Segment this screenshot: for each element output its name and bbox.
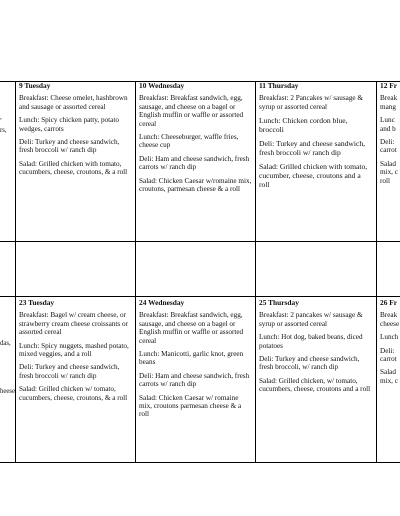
lunch-item: Lunch: Manicotti, garlic knot, green beans: [139, 350, 244, 367]
day-heading: 23 Tuesday: [19, 299, 55, 307]
deli-item: Deli: Turkey and cheese sandwich, fresh broccoli w/ ranch dip: [19, 138, 120, 155]
day-heading: 25 Thursday: [259, 299, 299, 307]
column-divider: [15, 82, 16, 462]
lunch-item: Lunch: Chicken cordon blue, broccoli: [259, 116, 348, 135]
breakfast-item: Breakfast: Bagel w/ cream cheese, or strawberry cream cheese croissants or assorted cereal: [19, 311, 128, 337]
day-heading: 11 Thursday: [259, 82, 299, 90]
week1-tuesday-cell: [19, 82, 132, 240]
week2-tuesday-cell: [19, 299, 132, 459]
lunch-item: Lunch: Hot dog, baked beans, diced potatoes: [259, 333, 363, 350]
week2-monday-fragment: heese: [0, 388, 15, 396]
week2-monday-fragment: das,: [0, 340, 11, 347]
week2-top-rule: [0, 296, 400, 297]
day-heading: 26 Fr: [380, 299, 398, 307]
week1-bottom-rule: [0, 241, 400, 242]
deli-item: Deli: Turkey and cheese sandwich, fresh broccoli w/ ranch dip: [259, 139, 366, 158]
week1-monday-fragment: rs,: [0, 127, 7, 135]
salad-item: Salad mix, c roll: [380, 159, 398, 185]
breakfast-item: Break mang: [380, 94, 398, 111]
breakfast-item: Breakfast: 2 Pancakes w/ sausage & syrup or assorted cereal: [259, 94, 363, 111]
lunch-item: Lunch: [380, 333, 399, 342]
breakfast-item: Breakfast: Breakfast sandwich, egg, sausage, and cheese on a bagel or English muffin or waffle or assorted cereal: [139, 311, 244, 345]
week1-monday-fragment: ,: [0, 114, 2, 121]
salad-item: Salad mix, c: [380, 368, 398, 385]
salad-item: Salad: Chicken Caesar w/ romaine mix, croutons parmesan cheese & a roll: [139, 393, 242, 419]
lunch-item: Lunc and b: [380, 116, 396, 133]
week1-wednesday-cell: [139, 82, 252, 240]
day-heading: 24 Wednesday: [139, 299, 185, 307]
week1-thursday-cell: [259, 82, 373, 240]
salad-item: Salad: Grilled chicken w/ tomato, cucumbers, cheese, croutons, & a roll: [19, 385, 128, 402]
deli-item: Deli: Ham and cheese sandwich, fresh carrots w/ ranch dip: [139, 371, 250, 389]
breakfast-item: Breakfast: 2 pancakes w/ sausage & syrup or assorted cereal: [259, 311, 363, 328]
week2-monday-cell: [0, 322, 15, 460]
deli-item: Deli: Ham and cheese sandwich, fresh carrots w/ ranch dip: [139, 154, 250, 172]
lunch-item: Lunch: Spicy chicken patty, potato wedges, carrots: [19, 116, 119, 133]
week1-friday-cell: [380, 82, 400, 240]
salad-item: Salad: Grilled chicken, w/ tomato, cucumbers, cheese, croutons and a roll: [259, 376, 371, 394]
lunch-item: Lunch: Cheeseburger, waffle fries, cheese cup: [139, 133, 239, 150]
week1-monday-cell: [0, 104, 15, 239]
day-heading: 9 Tuesday: [19, 82, 51, 90]
day-heading: 10 Wednesday: [139, 82, 185, 90]
salad-item: Salad: Chicken Caesar w/romaine mix, croutons, parmesan cheese & a roll: [139, 176, 252, 194]
menu-calendar-grid: [0, 81, 400, 463]
lunch-item: Lunch: Spicy nuggets, mashed potato, mixed veggies, and a roll: [19, 341, 129, 359]
deli-item: Deli: carrot: [380, 346, 397, 364]
breakfast-item: Break cheese: [380, 311, 400, 328]
week2-friday-cell: [380, 299, 400, 459]
column-divider: [376, 82, 377, 462]
deli-item: Deli: Turkey and cheese sandwich, fresh broccoli w/ ranch dip: [19, 363, 120, 380]
day-heading: 12 Fr: [380, 82, 398, 90]
salad-item: Salad: Grilled chicken with tomato, cucumbers, cheese, croutons, & a roll: [19, 159, 128, 177]
breakfast-item: Breakfast: Breakfast sandwich, egg, sausage, and cheese on a bagel or English muffin or waffle or assorted cereal: [139, 94, 244, 128]
week2-wednesday-cell: [139, 299, 252, 459]
column-divider: [255, 82, 256, 462]
deli-item: Deli: carrot: [380, 138, 397, 155]
week2-thursday-cell: [259, 299, 373, 459]
breakfast-item: Breakfast: Cheese omelet, hashbrown and sausage or assorted cereal: [19, 94, 128, 111]
salad-item: Salad: Grilled chicken with tomato, cucumber, cheese, croutons and a roll: [259, 162, 368, 190]
deli-item: Deli: Turkey and cheese sandwich, fresh broccoli, w/ ranch dip: [259, 355, 360, 372]
column-divider: [135, 82, 136, 462]
